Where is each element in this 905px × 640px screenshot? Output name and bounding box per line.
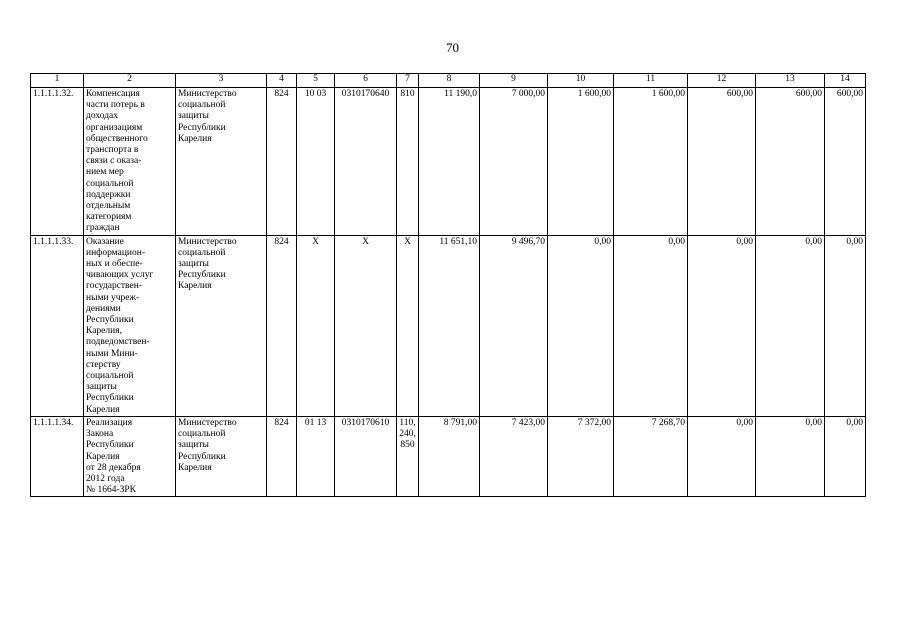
header-cell: 4 xyxy=(267,74,297,88)
header-row xyxy=(31,74,866,88)
amount-cell: 8 791,00 xyxy=(419,416,480,496)
activity-name: Реализация Закона Республики Карелия от 28 декабря 2012 года № 1664-ЗРК xyxy=(84,416,176,496)
header-cell: 14 xyxy=(825,74,866,88)
header-cell: 7 xyxy=(397,74,419,88)
code-cell: 824 xyxy=(267,235,297,416)
amount-cell: 7 000,00 xyxy=(480,88,548,236)
code-cell: 110, 240, 850 xyxy=(397,416,419,496)
amount-cell: 0,00 xyxy=(688,416,756,496)
responsible-org: Министерство социальной защиты Республики Карелия xyxy=(176,235,267,416)
code-cell: 0310170640 xyxy=(335,88,397,236)
header-cell: 10 xyxy=(548,74,614,88)
row-number: 1.1.1.1.32. xyxy=(31,88,84,236)
row-number: 1.1.1.1.34. xyxy=(31,416,84,496)
code-cell: Х xyxy=(297,235,335,416)
header-cell: 2 xyxy=(84,74,176,88)
amount-cell: 0,00 xyxy=(756,416,825,496)
amount-cell: 1 600,00 xyxy=(614,88,688,236)
code-cell: 810 xyxy=(397,88,419,236)
code-cell: Х xyxy=(397,235,419,416)
amount-cell: 1 600,00 xyxy=(548,88,614,236)
amount-cell: 7 268,70 xyxy=(614,416,688,496)
amount-cell: 0,00 xyxy=(548,235,614,416)
amount-cell: 600,00 xyxy=(825,88,866,236)
header-cell: 9 xyxy=(480,74,548,88)
code-cell: 0310170610 xyxy=(335,416,397,496)
page-number: 70 xyxy=(446,40,459,55)
header-cell: 13 xyxy=(756,74,825,88)
row-number: 1.1.1.1.33. xyxy=(31,235,84,416)
amount-cell: 9 496,70 xyxy=(480,235,548,416)
amount-cell: 600,00 xyxy=(688,88,756,236)
amount-cell: 11 651,10 xyxy=(419,235,480,416)
code-cell: 824 xyxy=(267,416,297,496)
table-row xyxy=(31,235,866,416)
activity-name: Компенсация части потерь в доходах организациям общественного транспорта в связи с оказа- нием мер социальной поддержки отдельным категориям граждан xyxy=(84,88,176,236)
responsible-org: Министерство социальной защиты Республики Карелия xyxy=(176,88,267,236)
header-cell: 11 xyxy=(614,74,688,88)
header-cell: 12 xyxy=(688,74,756,88)
code-cell: 10 03 xyxy=(297,88,335,236)
responsible-org: Министерство социальной защиты Республики Карелия xyxy=(176,416,267,496)
code-cell: 01 13 xyxy=(297,416,335,496)
code-cell: Х xyxy=(335,235,397,416)
amount-cell: 7 423,00 xyxy=(480,416,548,496)
table-row xyxy=(31,416,866,496)
code-cell: 824 xyxy=(267,88,297,236)
amount-cell: 600,00 xyxy=(756,88,825,236)
header-cell: 5 xyxy=(297,74,335,88)
amount-cell: 0,00 xyxy=(614,235,688,416)
amount-cell: 7 372,00 xyxy=(548,416,614,496)
table-row xyxy=(31,88,866,236)
header-cell: 8 xyxy=(419,74,480,88)
amount-cell: 0,00 xyxy=(825,416,866,496)
amount-cell: 0,00 xyxy=(825,235,866,416)
amount-cell: 11 190,0 xyxy=(419,88,480,236)
header-cell: 6 xyxy=(335,74,397,88)
header-cell: 3 xyxy=(176,74,267,88)
budget-table xyxy=(30,73,866,497)
activity-name: Оказание информацион- ных и обеспе- чивающих услуг государствен- ными учреж- дениями Республики Карелия, подведомствен- ными Мини- стерству социальной защиты Республики Карелия xyxy=(84,235,176,416)
amount-cell: 0,00 xyxy=(688,235,756,416)
header-cell: 1 xyxy=(31,74,84,88)
amount-cell: 0,00 xyxy=(756,235,825,416)
